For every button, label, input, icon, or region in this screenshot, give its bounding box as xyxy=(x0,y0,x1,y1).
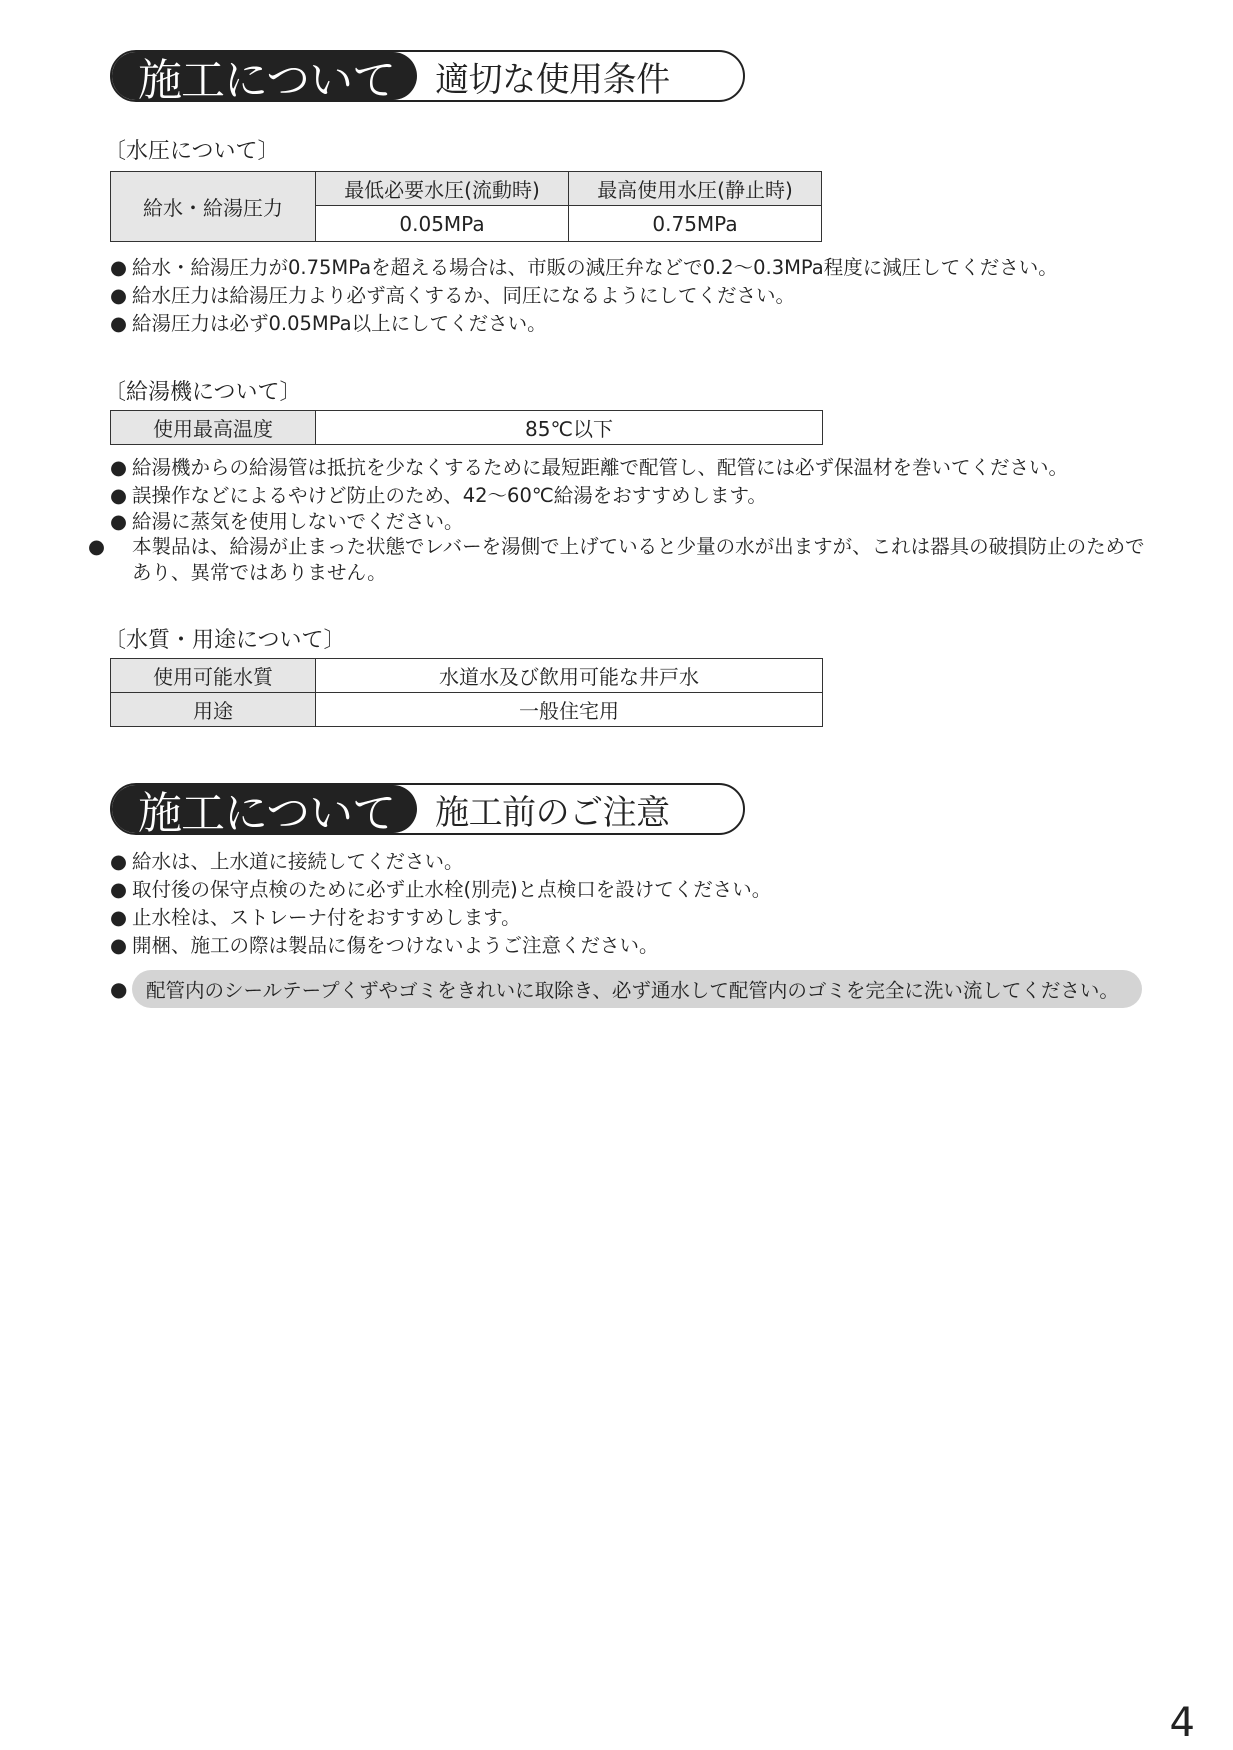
max-pressure-header: 最高使用水圧(静止時) xyxy=(569,172,822,206)
section-title-sub: 施工前のご注意 xyxy=(435,792,670,833)
note-item: ● 誤操作などによるやけど防止のため、42〜60℃給湯をおすすめします。 xyxy=(110,482,1162,510)
min-pressure-header: 最低必要水圧(流動時) xyxy=(316,172,569,206)
bullet-icon: ● xyxy=(110,878,128,901)
note-item: ● 取付後の保守点検のために必ず止水栓(別売)と点検口を設けてください。 xyxy=(110,876,771,904)
water-heater-table xyxy=(110,410,823,445)
bullet-icon: ● xyxy=(110,906,128,929)
min-pressure-value: 0.05MPa xyxy=(316,206,569,242)
water-heater-notes xyxy=(88,454,1162,586)
highlight-note xyxy=(110,970,1142,1008)
water-quality-value: 水道水及び飲用可能な井戸水 xyxy=(316,659,823,693)
max-temp-header: 使用最高温度 xyxy=(111,411,316,445)
bullet-icon: ● xyxy=(110,484,128,507)
water-heater-label: 〔給湯機について〕 xyxy=(104,380,302,405)
note-item: ● 開梱、施工の際は製品に傷をつけないようご注意ください。 xyxy=(110,932,771,960)
note-item: ● 給水・給湯圧力が0.75MPaを超える場合は、市販の減圧弁などで0.2〜0.3MPa程度に減圧してください。 xyxy=(110,254,1058,282)
section-title-main: 施工について xyxy=(112,785,417,833)
bullet-icon: ● xyxy=(110,256,128,279)
water-quality-header: 使用可能水質 xyxy=(111,659,316,693)
note-item: ● 本製品は、給湯が止まった状態でレバーを湯側で上げていると少量の水が出ますが、これは器具の破損防止のためであり、異常ではありません。 xyxy=(88,535,1145,584)
note-item: ● 給湯に蒸気を使用しないでください。 xyxy=(110,510,464,533)
section-title-sub: 適切な使用条件 xyxy=(435,59,670,100)
note-item: ● 給湯圧力は必ず0.05MPa以上にしてください。 xyxy=(110,310,1058,338)
water-pressure-label: 〔水圧について〕 xyxy=(104,139,280,164)
bullet-icon: ● xyxy=(110,510,128,533)
note-item: ● 給湯機からの給湯管は抵抗を少なくするために最短距離で配管し、配管には必ず保温材を巻いてください。 xyxy=(110,454,1162,482)
bullet-icon: ● xyxy=(110,934,128,957)
bullet-icon: ● xyxy=(110,977,128,1001)
water-pressure-notes xyxy=(110,254,1058,338)
bullet-icon: ● xyxy=(110,284,128,307)
bullet-icon: ● xyxy=(88,535,106,558)
usage-header: 用途 xyxy=(111,693,316,727)
max-temp-value: 85℃以下 xyxy=(316,411,823,445)
water-quality-label: 〔水質・用途について〕 xyxy=(104,628,346,653)
note-item: ● 止水栓は、ストレーナ付をおすすめします。 xyxy=(110,904,771,932)
highlight-note-text: 配管内のシールテープくずやゴミをきれいに取除き、必ず通水して配管内のゴミを完全に洗い流してください。 xyxy=(132,970,1142,1008)
section-header-precautions xyxy=(110,783,745,835)
section-title-main: 施工について xyxy=(112,52,417,100)
bullet-icon: ● xyxy=(110,312,128,335)
note-item: ● 給水圧力は給湯圧力より必ず高くするか、同圧になるようにしてください。 xyxy=(110,282,1058,310)
section-header-conditions xyxy=(110,50,745,102)
water-quality-table xyxy=(110,658,823,727)
page-number: 4 xyxy=(1169,1700,1195,1746)
note-item: ● 給水は、上水道に接続してください。 xyxy=(110,848,771,876)
precaution-notes xyxy=(110,848,771,960)
usage-value: 一般住宅用 xyxy=(316,693,823,727)
bullet-icon: ● xyxy=(110,850,128,873)
bullet-icon: ● xyxy=(110,456,128,479)
max-pressure-value: 0.75MPa xyxy=(569,206,822,242)
water-pressure-table xyxy=(110,171,822,242)
pressure-row-header: 給水・給湯圧力 xyxy=(111,172,316,242)
